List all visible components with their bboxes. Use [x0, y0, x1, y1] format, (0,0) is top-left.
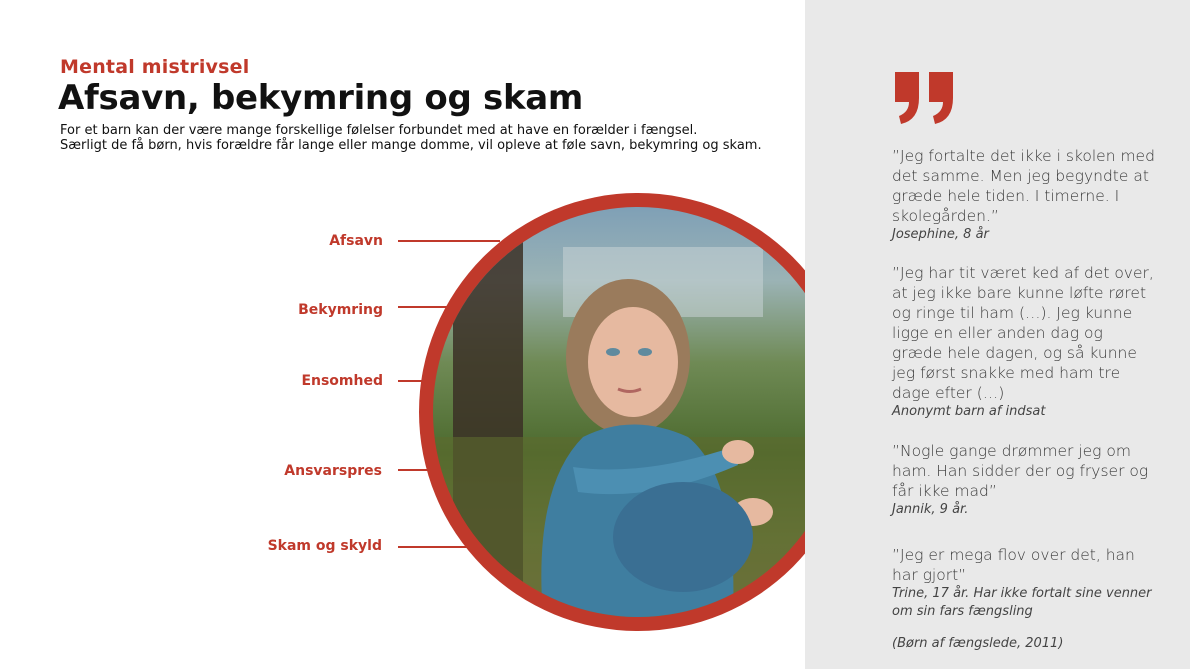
quote-attribution: Jannik, 9 år. [892, 502, 969, 517]
quote-attribution: Anonymt barn af indsat [892, 404, 1046, 419]
quote-text: ”Jeg er mega flov over det, han har gjort” [892, 546, 1135, 584]
quote-block [892, 441, 1157, 519]
intro-line: Særligt de få børn, hvis forældre får lange eller mange domme, vil opleve at føle savn, bekymring og skam. [60, 138, 762, 153]
page-title: Afsavn, bekymring og skam [58, 78, 584, 118]
emotion-label-ensomhed: Ensomhed [301, 373, 383, 389]
photo-ring [419, 193, 857, 631]
quote-attribution: Trine, 17 år. Har ikke fortalt sine venner om sin fars fængsling [892, 586, 1152, 619]
photo-illustration [433, 207, 843, 617]
connector-line [398, 469, 428, 471]
photo-girl-icon [433, 207, 843, 617]
quote-panel [805, 0, 1190, 669]
emotion-label-ansvarspres: Ansvarspres [284, 463, 382, 479]
quote-text: ”Jeg har tit været ked af det over, at jeg ikke bare kunne løfte røret og ringe til ham (…). Jeg kunne ligge en eller anden dag og græde hele dagen, og så kunne jeg først snakke med ham tre dage efter (…) [892, 264, 1154, 402]
section-kicker: Mental mistrivsel [60, 56, 250, 78]
quote-text: ”Jeg fortalte det ikke i skolen med det samme. Men jeg begyndte at græde hele tiden. I timerne. I skolegården.” [892, 147, 1155, 225]
quote-mark-icon [891, 68, 961, 128]
quote-attribution: Josephine, 8 år [892, 227, 989, 242]
quote-block [892, 545, 1157, 621]
intro-text [60, 123, 800, 153]
quote-block [892, 263, 1157, 421]
quote-block [892, 146, 1157, 244]
intro-line: For et barn kan der være mange forskellige følelser forbundet med at have en forælder i fængsel. [60, 123, 698, 138]
emotion-label-skam-og-skyld: Skam og skyld [267, 538, 382, 554]
quote-text: ”Nogle gange drømmer jeg om ham. Han sidder der og fryser og får ikke mad” [892, 442, 1149, 500]
emotion-label-afsavn: Afsavn [329, 233, 383, 249]
source-citation: (Børn af fængslede, 2011) [892, 636, 1064, 651]
emotion-label-bekymring: Bekymring [298, 302, 383, 318]
